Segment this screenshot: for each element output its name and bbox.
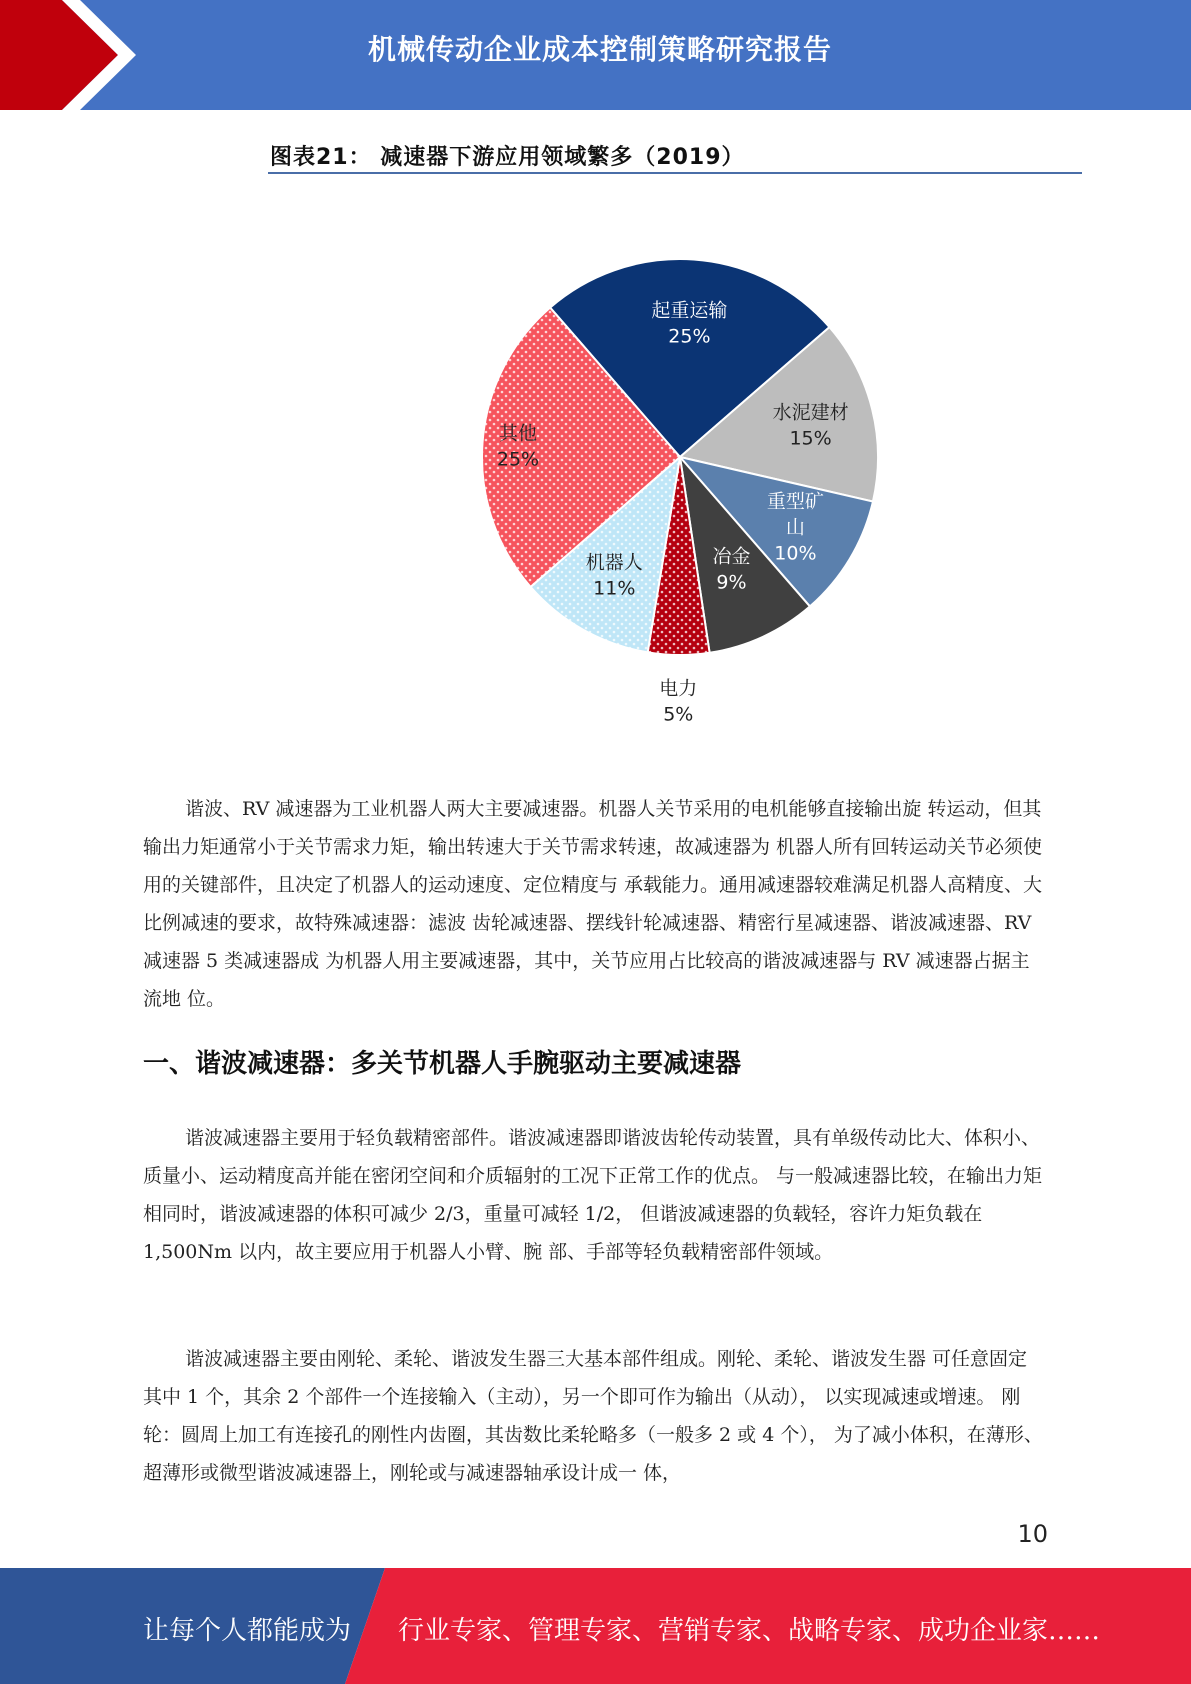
pie-category-label-3: 冶金	[712, 545, 751, 568]
pie-category-label-5: 机器人	[585, 551, 643, 574]
page-header	[0, 0, 1191, 110]
pie-value-label-6: 25%	[496, 448, 540, 471]
paragraph-1-text: 谐波、RV 减速器为工业机器人两大主要减速器。机器人关节采用的电机能够直接输出旋 转运动，但其输出力矩通常小于关节需求力矩，输出转速大于关节需求转速，故减速器为 机器人所有回转运动关节必须使用的关键部件，且决定了机器人的运动速度、定位精度与 承载能力。通用减速器较难满足机器人高精度、大比例减速的要求，故特殊减速器：滤波 齿轮减速器、摆线针轮减速器、精密行星减速器、谐波减速器、RV 减速器 5 类减速器成 为机器人用主要减速器，其中，关节应用占比较高的谐波减速器与 RV 减速器占据主流地 位。	[143, 798, 1043, 1010]
pie-category-label-0: 起重运输	[651, 299, 728, 322]
pie-value-label-2: 10%	[774, 542, 817, 565]
pie-category-label-2: 山	[785, 516, 805, 539]
page-number: 10	[1017, 1520, 1048, 1548]
footer-slogan-left: 让每个人都能成为	[143, 1616, 352, 1646]
paragraph-2-text: 谐波减速器主要用于轻负载精密部件。谐波减速器即谐波齿轮传动装置，具有单级传动比大、体积小、质量小、运动精度高并能在密闭空间和介质辐射的工况下正常工作的优点。 与一般减速器比较，在输出力矩相同时，谐波减速器的体积可减少 2/3，重量可减轻 1/2， 但谐波减速器的负载轻，容许力矩负载在 1,500Nm 以内，故主要应用于机器人小臂、腕 部、手部等轻负载精密部件领域。	[143, 1127, 1043, 1263]
paragraph-3	[143, 1340, 1045, 1492]
pie-chart-svg	[380, 230, 920, 726]
figure-title: 图表21： 减速器下游应用领域繁多（2019）	[270, 145, 745, 170]
pie-category-label-4: 电力	[659, 677, 698, 700]
figure-title-underline	[268, 172, 1082, 174]
pie-category-label-1: 水泥建材	[772, 401, 849, 424]
pie-value-label-3: 9%	[716, 571, 747, 594]
pie-category-label-2: 重型矿	[766, 490, 824, 513]
section-heading: 一、谐波减速器：多关节机器人手腕驱动主要减速器	[143, 1049, 742, 1079]
paragraph-1	[143, 790, 1045, 1018]
pie-value-label-1: 15%	[789, 427, 832, 450]
paragraph-2	[143, 1119, 1045, 1271]
pie-chart	[380, 230, 920, 726]
pie-value-label-4: 5%	[663, 703, 694, 726]
footer-slogan-right: 行业专家、管理专家、营销专家、战略专家、成功企业家……	[398, 1616, 1101, 1646]
page-footer	[0, 1568, 1191, 1684]
pie-value-label-5: 11%	[593, 577, 636, 600]
pie-category-label-6: 其他	[498, 422, 538, 445]
report-title: 机械传动企业成本控制策略研究报告	[367, 33, 832, 66]
paragraph-3-text: 谐波减速器主要由刚轮、柔轮、谐波发生器三大基本部件组成。刚轮、柔轮、谐波发生器 可任意固定其中 1 个，其余 2 个部件一个连接输入（主动），另一个即可作为输出（从动）， 以实现减速或增速。 刚轮：圆周上加工有连接孔的刚性内齿圈，其齿数比柔轮略多（一般多 2 或 4 个）， 为了减小体积，在薄形、超薄形或微型谐波减速器上，刚轮或与减速器轴承设计成一 体，	[143, 1348, 1043, 1484]
pie-value-label-0: 25%	[668, 325, 711, 348]
